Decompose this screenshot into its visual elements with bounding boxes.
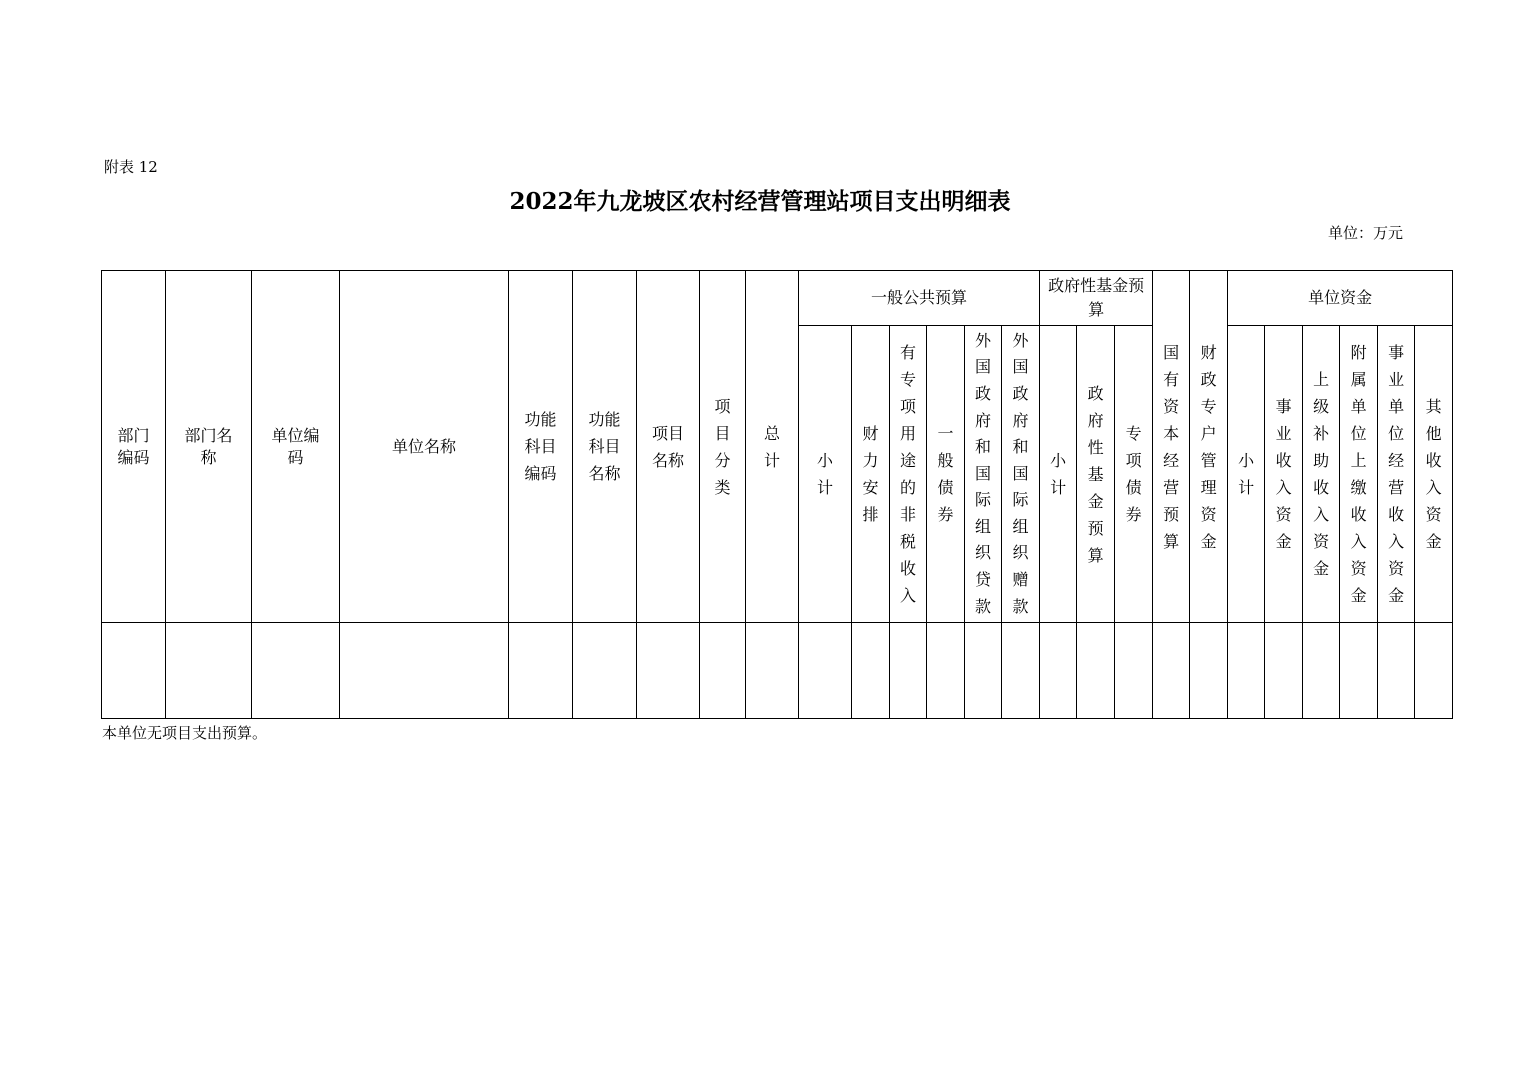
table-cell	[700, 623, 746, 719]
header-func-name: 功能科目名称	[573, 271, 637, 623]
header-unit-name: 单位名称	[340, 271, 509, 623]
table-cell	[1265, 623, 1303, 719]
table-cell	[637, 623, 700, 719]
header-gf-bond: 专项债券	[1115, 326, 1153, 623]
header-gf-subtotal: 小计	[1040, 326, 1077, 623]
table-cell	[252, 623, 340, 719]
project-expenditure-table	[101, 270, 1453, 719]
table-cell	[102, 623, 166, 719]
header-uf-operating: 事业单位经营收入资金	[1378, 326, 1415, 623]
header-unit-funds: 单位资金	[1228, 271, 1453, 326]
page-title: 2022年九龙坡区农村经营管理站项目支出明细表	[509, 188, 1011, 215]
table-cell	[746, 623, 799, 719]
table-cell	[573, 623, 637, 719]
header-total: 总计	[746, 271, 799, 623]
header-state-capital: 国有资本经营预算	[1153, 271, 1190, 623]
table-cell	[1002, 623, 1040, 719]
table-cell	[340, 623, 509, 719]
table-cell	[1115, 623, 1153, 719]
annex-label: 附表 12	[104, 158, 158, 176]
table-cell	[1378, 623, 1415, 719]
header-row-1	[102, 271, 1453, 326]
header-gb-fiscal: 财力安排	[852, 326, 890, 623]
table-cell	[1077, 623, 1115, 719]
table-cell	[1415, 623, 1453, 719]
table-row	[102, 623, 1453, 719]
header-gb-bond: 一般债券	[927, 326, 965, 623]
header-gb-foreign-grant: 外国政府和国际组织赠款	[1002, 326, 1040, 623]
header-dept-code: 部门编码	[102, 271, 166, 623]
header-project-class: 项目分类	[700, 271, 746, 623]
header-uf-superior: 上级补助收入资金	[1303, 326, 1340, 623]
header-uf-affiliated: 附属单位上缴收入资金	[1340, 326, 1378, 623]
header-general-budget: 一般公共预算	[799, 271, 1040, 326]
table-cell	[1190, 623, 1228, 719]
table-cell	[1040, 623, 1077, 719]
header-project-name: 项目名称	[637, 271, 700, 623]
table-cell	[1340, 623, 1378, 719]
header-gov-fund: 政府性基金预算	[1040, 271, 1153, 326]
header-uf-business: 事业收入资金	[1265, 326, 1303, 623]
table-cell	[509, 623, 573, 719]
header-gb-foreign-loan: 外国政府和国际组织贷款	[965, 326, 1002, 623]
table-cell	[965, 623, 1002, 719]
table-cell	[799, 623, 852, 719]
header-dept-name: 部门名称	[166, 271, 252, 623]
header-func-code: 功能科目编码	[509, 271, 573, 623]
table-cell	[927, 623, 965, 719]
header-fiscal-account: 财政专户管理资金	[1190, 271, 1228, 623]
footnote: 本单位无项目支出预算。	[102, 724, 268, 742]
header-gb-subtotal: 小计	[799, 326, 852, 623]
table-cell	[166, 623, 252, 719]
header-uf-subtotal: 小计	[1228, 326, 1265, 623]
table-cell	[852, 623, 890, 719]
header-uf-other: 其他收入资金	[1415, 326, 1453, 623]
table-cell	[1228, 623, 1265, 719]
header-gb-nontax: 有专项用途的非税收入	[890, 326, 927, 623]
table-cell	[1153, 623, 1190, 719]
unit-label: 单位：万元	[1328, 224, 1404, 242]
header-gf-budget: 政府性基金预算	[1077, 326, 1115, 623]
table-cell	[890, 623, 927, 719]
header-unit-code: 单位编码	[252, 271, 340, 623]
table-cell	[1303, 623, 1340, 719]
